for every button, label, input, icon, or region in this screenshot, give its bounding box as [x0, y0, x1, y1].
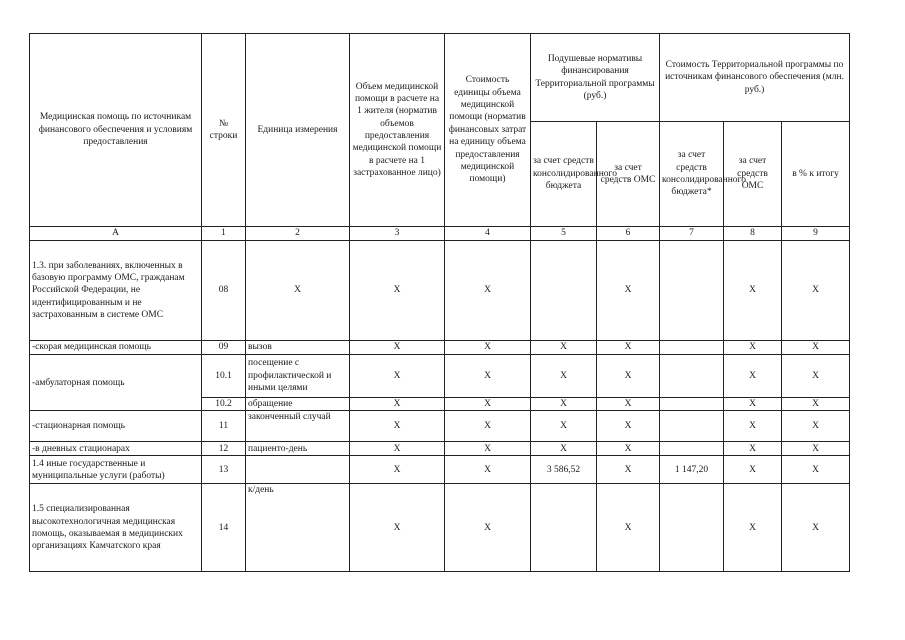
row-name: -стационарная помощь	[30, 411, 202, 442]
row-name: -амбулаторная помощь	[30, 355, 202, 411]
table-row	[30, 484, 850, 572]
header-group-cost: Стоимость Территориальной программы по источникам финансового обеспечения (млн. руб.)	[660, 34, 850, 122]
row-name: -в дневных стационарах	[30, 442, 202, 456]
row-number: 13	[202, 456, 246, 484]
cell-col-5	[531, 484, 597, 572]
cell-col-3: Х	[350, 484, 445, 572]
row-unit: посещение с профилактической и иными целями	[246, 355, 350, 398]
cell-col-7	[660, 341, 724, 355]
row-unit: пациенто-день	[246, 442, 350, 456]
row-name: 1.4 иные государственные и муниципальные услуги (работы)	[30, 456, 202, 484]
cell-col-7	[660, 411, 724, 442]
table-row	[30, 341, 850, 355]
row-unit: обращение	[246, 398, 350, 411]
cell-col-5: Х	[531, 411, 597, 442]
cell-col-4: Х	[445, 411, 531, 442]
header-col-a: Медицинская помощь по источникам финансового обеспечения и условиям предоставления	[30, 34, 202, 227]
row-unit	[246, 456, 350, 484]
cell-col-3: Х	[350, 241, 445, 341]
row-unit: Х	[246, 241, 350, 341]
cell-col-6: Х	[597, 398, 660, 411]
header-row-1	[30, 34, 850, 122]
cell-col-4: Х	[445, 398, 531, 411]
cell-col-5: Х	[531, 341, 597, 355]
row-name: 1.3. при заболеваниях, включенных в базовую программу ОМС, гражданам Российской Федерации, не идентифицированным и не застрахованным в системе ОМС	[30, 241, 202, 341]
cell-col-9: Х	[782, 355, 850, 398]
column-numbers-row	[30, 227, 850, 241]
cell-col-8: Х	[724, 442, 782, 456]
row-unit: вызов	[246, 341, 350, 355]
header-col-4: Стоимость единицы объема медицинской помощи (норматив финансовых затрат на единицу объема предоставления медицинской помощи)	[445, 34, 531, 227]
column-number: 8	[724, 227, 782, 241]
cell-col-7	[660, 355, 724, 398]
cell-col-4: Х	[445, 355, 531, 398]
column-number: 3	[350, 227, 445, 241]
table-row	[30, 442, 850, 456]
cell-col-3: Х	[350, 411, 445, 442]
cell-col-9: Х	[782, 442, 850, 456]
row-name: -скорая медицинская помощь	[30, 341, 202, 355]
cell-col-3: Х	[350, 341, 445, 355]
cell-col-3: Х	[350, 398, 445, 411]
cell-col-4: Х	[445, 341, 531, 355]
cell-col-5: Х	[531, 442, 597, 456]
row-number: 14	[202, 484, 246, 572]
row-number: 11	[202, 411, 246, 442]
cell-col-7	[660, 442, 724, 456]
row-number: 10.1	[202, 355, 246, 398]
cell-col-9: Х	[782, 241, 850, 341]
cell-col-8: Х	[724, 341, 782, 355]
cell-col-9: Х	[782, 341, 850, 355]
cell-col-6: Х	[597, 341, 660, 355]
cell-col-7: 1 147,20	[660, 456, 724, 484]
cell-col-7	[660, 484, 724, 572]
cell-col-5	[531, 241, 597, 341]
cell-col-8: Х	[724, 484, 782, 572]
cell-col-5: Х	[531, 355, 597, 398]
cell-col-6: Х	[597, 456, 660, 484]
column-number: 7	[660, 227, 724, 241]
financing-table	[29, 33, 850, 572]
row-number: 08	[202, 241, 246, 341]
header-col-6: за счет средств ОМС	[597, 122, 660, 227]
cell-col-7	[660, 398, 724, 411]
column-number: 9	[782, 227, 850, 241]
row-number: 09	[202, 341, 246, 355]
table-row	[30, 355, 850, 398]
row-unit: к/день	[246, 484, 350, 572]
cell-col-4: Х	[445, 442, 531, 456]
cell-col-6: Х	[597, 442, 660, 456]
row-unit: законченный случай	[246, 411, 350, 442]
cell-col-8: Х	[724, 411, 782, 442]
cell-col-4: Х	[445, 456, 531, 484]
cell-col-6: Х	[597, 484, 660, 572]
header-col-7: за счет средств консолидированного бюджета*	[660, 122, 724, 227]
cell-col-6: Х	[597, 355, 660, 398]
row-name: 1.5 специализированная высокотехнологичная медицинская помощь, оказываемая в медицинских организациях Камчатского края	[30, 484, 202, 572]
header-col-1: № строки	[202, 34, 246, 227]
row-number: 10.2	[202, 398, 246, 411]
cell-col-5: Х	[531, 398, 597, 411]
header-col-3: Объем медицинской помощи в расчете на 1 жителя (норматив объемов предоставления медицинской помощи в расчете на 1 застрахованное лицо)	[350, 34, 445, 227]
cell-col-8: Х	[724, 355, 782, 398]
header-group-per-capita: Подушевые нормативы финансирования Территориальной программы (руб.)	[531, 34, 660, 122]
cell-col-4: Х	[445, 241, 531, 341]
header-col-5: за счет средств консолидированного бюджета	[531, 122, 597, 227]
table-row	[30, 456, 850, 484]
cell-col-8: Х	[724, 456, 782, 484]
column-number: 2	[246, 227, 350, 241]
cell-col-9: Х	[782, 484, 850, 572]
cell-col-8: Х	[724, 241, 782, 341]
column-number: 1	[202, 227, 246, 241]
table-row	[30, 411, 850, 442]
column-number: 6	[597, 227, 660, 241]
column-number: 4	[445, 227, 531, 241]
cell-col-5: 3 586,52	[531, 456, 597, 484]
cell-col-9: Х	[782, 398, 850, 411]
cell-col-3: Х	[350, 442, 445, 456]
cell-col-9: Х	[782, 456, 850, 484]
table-row	[30, 241, 850, 341]
cell-col-6: Х	[597, 411, 660, 442]
cell-col-7	[660, 241, 724, 341]
column-number: А	[30, 227, 202, 241]
cell-col-4: Х	[445, 484, 531, 572]
column-number: 5	[531, 227, 597, 241]
cell-col-6: Х	[597, 241, 660, 341]
row-number: 12	[202, 442, 246, 456]
cell-col-9: Х	[782, 411, 850, 442]
cell-col-3: Х	[350, 355, 445, 398]
cell-col-8: Х	[724, 398, 782, 411]
cell-col-3: Х	[350, 456, 445, 484]
header-col-8: за счет средств ОМС	[724, 122, 782, 227]
header-col-2: Единица измерения	[246, 34, 350, 227]
header-col-9: в % к итогу	[782, 122, 850, 227]
